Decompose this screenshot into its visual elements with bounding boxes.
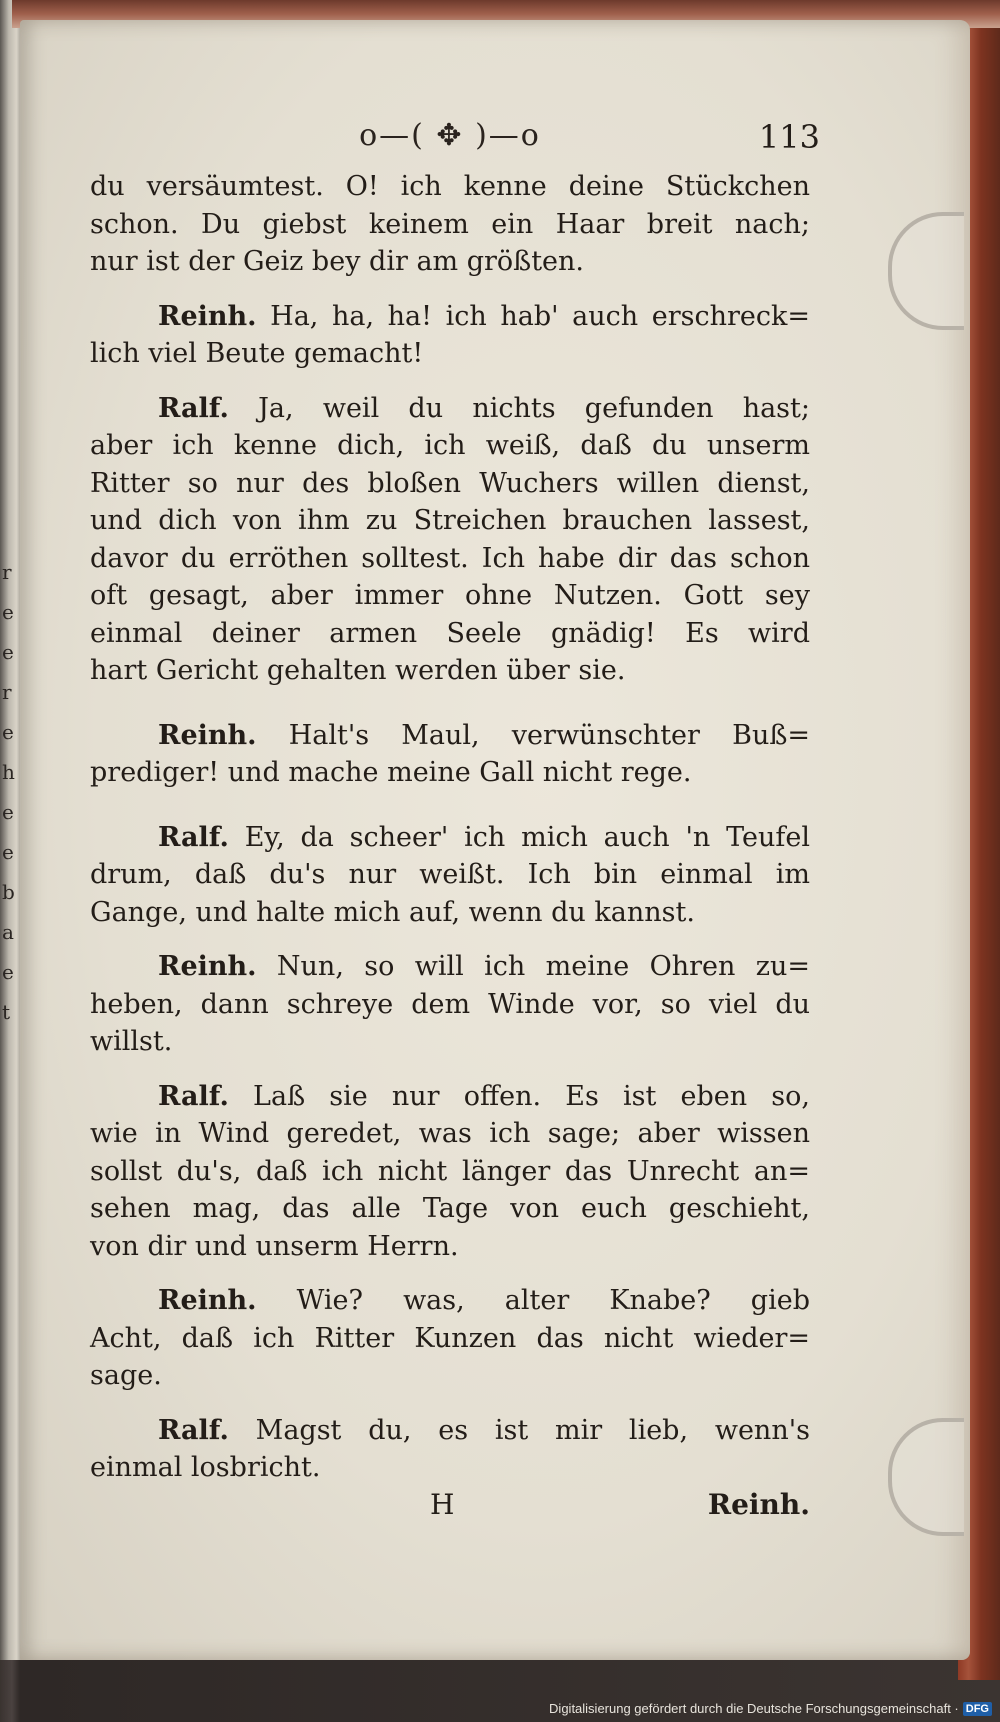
text-line xyxy=(90,1023,810,1061)
text-line xyxy=(90,465,810,503)
text-line xyxy=(90,819,810,857)
line-text: Acht, daß ich Ritter Kunzen das nicht wieder= xyxy=(90,1322,810,1354)
text-line xyxy=(90,335,810,373)
speaker-name: Ralf. xyxy=(158,821,229,853)
text-line xyxy=(90,856,810,894)
text-line xyxy=(90,615,810,653)
line-text: sehen mag, das alle Tage von euch geschieht, xyxy=(90,1193,810,1224)
paragraph xyxy=(90,168,810,281)
text-line xyxy=(90,540,810,578)
catchword: Reinh. xyxy=(707,1488,810,1521)
line-text: von dir und unserm Herrn. xyxy=(90,1230,459,1262)
margin-fragment: e xyxy=(2,800,14,824)
speaker-name: Ralf. xyxy=(158,392,229,424)
speaker-name: Reinh. xyxy=(158,300,257,332)
margin-fragment: b xyxy=(2,880,15,904)
paragraph xyxy=(90,1412,810,1487)
line-text: nur ist der Geiz bey dir am größten. xyxy=(90,246,585,277)
text-line xyxy=(90,1153,810,1191)
text-line xyxy=(90,948,810,986)
page-header xyxy=(90,118,820,158)
speaker-name: Reinh. xyxy=(158,951,257,982)
text-line xyxy=(90,1412,810,1450)
line-text: Nun, so will ich meine Ohren zu= xyxy=(276,951,810,982)
line-text: und dich von ihm zu Streichen brauchen lassest, xyxy=(90,505,810,536)
line-text: einmal deiner armen Seele gnädig! Es wird xyxy=(90,617,810,649)
header-ornament: o—( ✥ )—o xyxy=(359,118,541,153)
line-text: oft gesagt, aber immer ohne Nutzen. Gott sey xyxy=(90,580,810,611)
text-line xyxy=(90,298,810,336)
margin-fragment: r xyxy=(2,560,12,584)
speaker-name: Reinh. xyxy=(158,1285,257,1316)
page-footer xyxy=(90,1488,810,1532)
speaker-name: Ralf. xyxy=(158,1080,229,1112)
paragraph xyxy=(90,1078,810,1266)
line-text: Ha, ha, ha! ich hab' auch erschreck= xyxy=(270,300,810,332)
text-line xyxy=(90,168,810,206)
line-text: wie in Wind geredet, was ich sage; aber wissen xyxy=(90,1118,810,1149)
text-line xyxy=(90,206,810,244)
previous-page-edge xyxy=(0,0,22,1660)
line-text: davor du erröthen solltest. Ich habe dir das schon xyxy=(90,542,810,574)
page-clip-top-icon xyxy=(888,212,964,330)
line-text: heben, dann schreye dem Winde vor, so viel du xyxy=(90,988,810,1020)
credit-text: Digitalisierung gefördert durch die Deutsche Forschungsgemeinschaft · xyxy=(549,1701,959,1716)
text-line xyxy=(90,1115,810,1153)
margin-fragment: e xyxy=(2,840,14,864)
margin-fragment: t xyxy=(2,1000,11,1024)
text-line xyxy=(90,894,810,932)
paragraph xyxy=(90,1282,810,1395)
line-text: Gange, und halte mich auf, wenn du kannst. xyxy=(90,896,695,928)
line-text: Laß sie nur offen. Es ist eben so, xyxy=(253,1080,810,1112)
signature-mark: H xyxy=(430,1488,455,1521)
text-line xyxy=(90,986,810,1024)
line-text: prediger! und mache meine Gall nicht rege. xyxy=(90,757,692,788)
paragraph xyxy=(90,819,810,932)
line-text: hart Gericht gehalten werden über sie. xyxy=(90,655,626,686)
line-text: sollst du's, daß ich nicht länger das Unrecht an= xyxy=(90,1155,810,1187)
line-text: Ja, weil du nichts gefunden hast; xyxy=(258,392,810,424)
line-text: du versäumtest. O! ich kenne deine Stückchen xyxy=(90,171,810,202)
line-text: aber ich kenne dich, ich weiß, daß du unserm xyxy=(90,430,810,461)
line-text: drum, daß du's nur weißt. Ich bin einmal im xyxy=(90,859,810,890)
text-line xyxy=(90,717,810,755)
text-line xyxy=(90,577,810,615)
margin-fragment: h xyxy=(2,760,15,784)
text-line xyxy=(90,1190,810,1228)
line-text: lich viel Beute gemacht! xyxy=(90,338,424,369)
line-text: einmal losbricht. xyxy=(90,1452,321,1483)
line-text: Halt's Maul, verwünschter Buß= xyxy=(288,719,810,751)
page-clip-bottom-icon xyxy=(888,1418,964,1536)
dfg-logo-icon: DFG xyxy=(963,1702,992,1716)
paragraph xyxy=(90,298,810,373)
text-line xyxy=(90,652,810,690)
line-text: sage. xyxy=(90,1360,162,1391)
paragraph xyxy=(90,390,810,690)
text-line xyxy=(90,1449,810,1487)
speaker-name: Reinh. xyxy=(158,719,257,751)
page-number: 113 xyxy=(758,118,820,156)
text-line xyxy=(90,427,810,465)
text-line xyxy=(90,1320,810,1358)
text-line xyxy=(90,1282,810,1320)
margin-fragment: e xyxy=(2,960,14,984)
line-text: Ey, da scheer' ich mich auch 'n Teufel xyxy=(244,821,810,853)
text-line xyxy=(90,1078,810,1116)
line-text: Wie? was, alter Knabe? gieb xyxy=(296,1285,810,1316)
text-line xyxy=(90,1228,810,1266)
line-text: Ritter so nur des bloßen Wuchers willen dienst, xyxy=(90,467,810,499)
margin-fragment: e xyxy=(2,600,14,624)
text-line xyxy=(90,390,810,428)
paragraph xyxy=(90,948,810,1061)
line-text: Magst du, es ist mir lieb, wenn's xyxy=(255,1414,810,1446)
margin-fragment: e xyxy=(2,720,14,744)
line-text: schon. Du giebst keinem ein Haar breit nach; xyxy=(90,208,810,240)
text-line xyxy=(90,243,810,281)
margin-fragment: e xyxy=(2,640,14,664)
speaker-name: Ralf. xyxy=(158,1414,229,1446)
margin-fragment: r xyxy=(2,680,12,704)
text-line xyxy=(90,502,810,540)
text-line xyxy=(90,754,810,792)
line-text: willst. xyxy=(90,1026,173,1057)
text-line xyxy=(90,1357,810,1395)
digitization-credit xyxy=(549,1701,992,1716)
margin-fragment: a xyxy=(2,920,14,944)
paragraph xyxy=(90,717,810,792)
